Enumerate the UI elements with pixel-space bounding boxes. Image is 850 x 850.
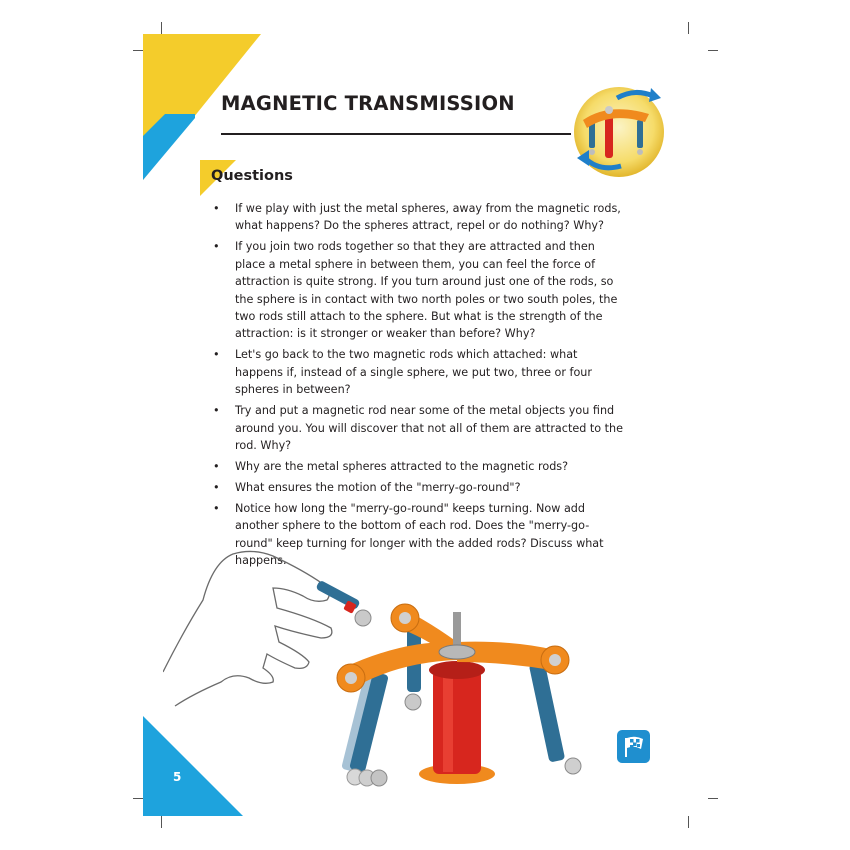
- page-number-triangle: [143, 716, 243, 816]
- question-item: • Notice how long the "merry-go-round" keeps turning. Now add another sphere to the bottom of each rod. Does the "merry-go-round" keep turning for longer with the added rods? Discuss what happens.: [213, 502, 604, 568]
- page-number: 5: [173, 770, 182, 784]
- question-item: • Try and put a magnetic rod near some of the metal objects you find around you. You will discover that not all of them are attracted to the rod. Why?: [213, 404, 624, 453]
- title-underline: [221, 133, 571, 135]
- section-heading: Questions: [211, 168, 293, 184]
- merry-go-round-thumbnail: [567, 80, 667, 180]
- blue-corner-triangle: [143, 110, 195, 180]
- question-item: • Let's go back to the two magnetic rods which attached: what happens if, instead of a single sphere, we put two, three or four spheres in between?: [213, 348, 592, 397]
- checkered-flag-icon: [617, 730, 650, 763]
- question-item: • Why are the metal spheres attracted to the magnetic rods?: [213, 460, 569, 474]
- manual-page: [143, 34, 708, 816]
- question-item: • If we play with just the metal spheres, away from the magnetic rods, what happens? Do the spheres attract, repel or do nothing? Why?: [213, 202, 621, 233]
- question-item: • If you join two rods together so that they are attracted and then place a metal sphere in between them, you can feel the force of attraction is quite strong. If you turn around just one of the rods, so the sphere is in contact with two north poles or two south poles, the two rods still attach to the sphere. But what is the strength of the attraction: is it stronger or weaker than before? Why?: [213, 240, 618, 341]
- page-title: MAGNETIC TRANSMISSION: [221, 92, 515, 115]
- question-item: • What ensures the motion of the "merry-go-round"?: [213, 481, 521, 495]
- flag-glyph: [617, 730, 650, 763]
- questions-list: [213, 200, 623, 573]
- held-magnetic-rod: [315, 580, 371, 626]
- red-base-column: [419, 661, 495, 784]
